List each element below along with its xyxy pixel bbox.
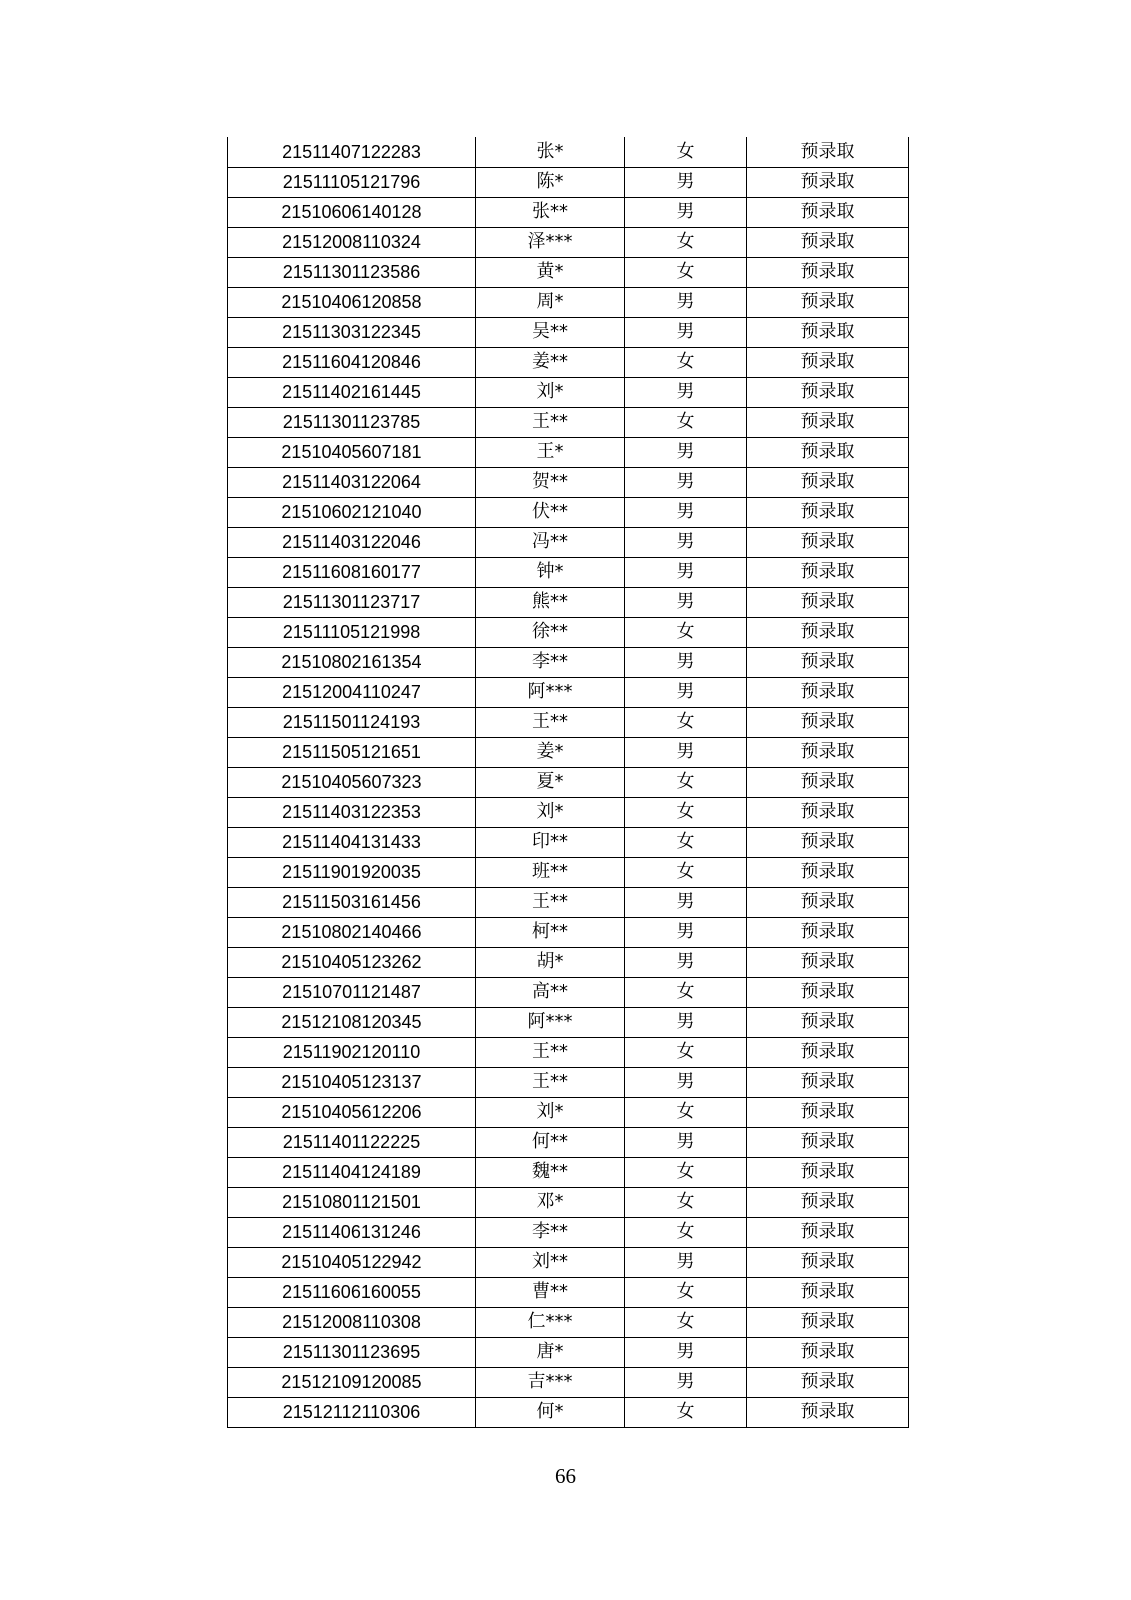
candidate-name-cell: 冯** bbox=[476, 527, 625, 557]
candidate-id-cell: 21511301123785 bbox=[228, 407, 476, 437]
candidate-name-cell: 王** bbox=[476, 887, 625, 917]
candidate-name-cell: 李** bbox=[476, 647, 625, 677]
candidate-name-cell: 班** bbox=[476, 857, 625, 887]
candidate-id-cell: 21511403122046 bbox=[228, 527, 476, 557]
candidate-name-cell: 曹** bbox=[476, 1277, 625, 1307]
candidate-name-cell: 何** bbox=[476, 1127, 625, 1157]
candidate-sex-cell: 女 bbox=[625, 1307, 747, 1337]
candidate-sex-cell: 男 bbox=[625, 317, 747, 347]
candidate-name-cell: 阿*** bbox=[476, 1007, 625, 1037]
candidate-sex-cell: 男 bbox=[625, 1337, 747, 1367]
candidate-id-cell: 21511301123695 bbox=[228, 1337, 476, 1367]
candidate-id-cell: 21511303122345 bbox=[228, 317, 476, 347]
candidate-name-cell: 黄* bbox=[476, 257, 625, 287]
admission-status-cell: 预录取 bbox=[747, 1217, 909, 1247]
candidate-id-cell: 21511407122283 bbox=[228, 137, 476, 167]
table-row bbox=[228, 617, 909, 647]
admission-status-cell: 预录取 bbox=[747, 827, 909, 857]
candidate-id-cell: 21510606140128 bbox=[228, 197, 476, 227]
candidate-id-cell: 21511608160177 bbox=[228, 557, 476, 587]
admission-status-cell: 预录取 bbox=[747, 347, 909, 377]
table-row bbox=[228, 1337, 909, 1367]
table-row bbox=[228, 407, 909, 437]
candidate-id-cell: 21511403122353 bbox=[228, 797, 476, 827]
candidate-id-cell: 21511505121651 bbox=[228, 737, 476, 767]
candidate-name-cell: 姜** bbox=[476, 347, 625, 377]
candidate-id-cell: 21511402161445 bbox=[228, 377, 476, 407]
table-row bbox=[228, 197, 909, 227]
table-row bbox=[228, 797, 909, 827]
admission-status-cell: 预录取 bbox=[747, 1067, 909, 1097]
candidate-sex-cell: 女 bbox=[625, 1157, 747, 1187]
admission-status-cell: 预录取 bbox=[747, 707, 909, 737]
candidate-id-cell: 21511902120110 bbox=[228, 1037, 476, 1067]
table-row bbox=[228, 227, 909, 257]
candidate-id-cell: 21511403122064 bbox=[228, 467, 476, 497]
table-row bbox=[228, 1007, 909, 1037]
candidate-sex-cell: 女 bbox=[625, 407, 747, 437]
candidate-sex-cell: 女 bbox=[625, 1397, 747, 1427]
candidate-sex-cell: 男 bbox=[625, 917, 747, 947]
candidate-id-cell: 21510405123262 bbox=[228, 947, 476, 977]
candidate-id-cell: 21510802161354 bbox=[228, 647, 476, 677]
candidate-sex-cell: 女 bbox=[625, 767, 747, 797]
candidate-sex-cell: 女 bbox=[625, 257, 747, 287]
candidate-sex-cell: 女 bbox=[625, 617, 747, 647]
admission-status-cell: 预录取 bbox=[747, 1187, 909, 1217]
candidate-name-cell: 何* bbox=[476, 1397, 625, 1427]
table-row bbox=[228, 467, 909, 497]
candidate-sex-cell: 男 bbox=[625, 1367, 747, 1397]
admission-status-cell: 预录取 bbox=[747, 557, 909, 587]
table-row bbox=[228, 827, 909, 857]
candidate-sex-cell: 男 bbox=[625, 1007, 747, 1037]
candidate-id-cell: 21512109120085 bbox=[228, 1367, 476, 1397]
candidate-id-cell: 21511404124189 bbox=[228, 1157, 476, 1187]
admission-status-cell: 预录取 bbox=[747, 617, 909, 647]
admission-status-cell: 预录取 bbox=[747, 407, 909, 437]
candidate-sex-cell: 女 bbox=[625, 1097, 747, 1127]
table-row bbox=[228, 317, 909, 347]
candidate-sex-cell: 女 bbox=[625, 1187, 747, 1217]
table-row bbox=[228, 1187, 909, 1217]
table-row bbox=[228, 1097, 909, 1127]
candidate-name-cell: 泽*** bbox=[476, 227, 625, 257]
admission-status-cell: 预录取 bbox=[747, 167, 909, 197]
candidate-id-cell: 21510802140466 bbox=[228, 917, 476, 947]
candidate-id-cell: 21510801121501 bbox=[228, 1187, 476, 1217]
candidate-name-cell: 王* bbox=[476, 437, 625, 467]
candidate-id-cell: 21511105121998 bbox=[228, 617, 476, 647]
candidate-id-cell: 21510405123137 bbox=[228, 1067, 476, 1097]
admission-status-cell: 预录取 bbox=[747, 1247, 909, 1277]
candidate-sex-cell: 男 bbox=[625, 497, 747, 527]
candidate-name-cell: 贺** bbox=[476, 467, 625, 497]
admission-status-cell: 预录取 bbox=[747, 257, 909, 287]
candidate-name-cell: 陈* bbox=[476, 167, 625, 197]
table-row bbox=[228, 977, 909, 1007]
candidate-sex-cell: 男 bbox=[625, 437, 747, 467]
candidate-sex-cell: 男 bbox=[625, 1247, 747, 1277]
candidate-sex-cell: 女 bbox=[625, 1217, 747, 1247]
admission-status-cell: 预录取 bbox=[747, 227, 909, 257]
table-row bbox=[228, 947, 909, 977]
admission-status-cell: 预录取 bbox=[747, 1127, 909, 1157]
candidate-id-cell: 21511501124193 bbox=[228, 707, 476, 737]
admission-status-cell: 预录取 bbox=[747, 137, 909, 167]
candidate-sex-cell: 女 bbox=[625, 797, 747, 827]
candidate-name-cell: 吴** bbox=[476, 317, 625, 347]
table-row bbox=[228, 887, 909, 917]
admission-status-cell: 预录取 bbox=[747, 947, 909, 977]
table-row bbox=[228, 1037, 909, 1067]
candidate-sex-cell: 女 bbox=[625, 1277, 747, 1307]
candidate-sex-cell: 男 bbox=[625, 677, 747, 707]
candidate-name-cell: 王** bbox=[476, 707, 625, 737]
candidate-name-cell: 张* bbox=[476, 137, 625, 167]
candidate-name-cell: 徐** bbox=[476, 617, 625, 647]
candidate-sex-cell: 女 bbox=[625, 707, 747, 737]
table-row bbox=[228, 1247, 909, 1277]
candidate-name-cell: 夏* bbox=[476, 767, 625, 797]
table-row bbox=[228, 1127, 909, 1157]
candidate-sex-cell: 女 bbox=[625, 857, 747, 887]
table-row bbox=[228, 347, 909, 377]
table-row bbox=[228, 437, 909, 467]
table-row bbox=[228, 377, 909, 407]
candidate-sex-cell: 女 bbox=[625, 1037, 747, 1067]
admission-status-cell: 预录取 bbox=[747, 437, 909, 467]
page-number: 66 bbox=[555, 1464, 576, 1488]
table-row bbox=[228, 587, 909, 617]
candidate-name-cell: 柯** bbox=[476, 917, 625, 947]
results-table-body bbox=[228, 137, 909, 1427]
candidate-sex-cell: 女 bbox=[625, 137, 747, 167]
candidate-id-cell: 21510405122942 bbox=[228, 1247, 476, 1277]
table-row bbox=[228, 857, 909, 887]
candidate-id-cell: 21511301123717 bbox=[228, 587, 476, 617]
candidate-name-cell: 王** bbox=[476, 1037, 625, 1067]
admission-status-cell: 预录取 bbox=[747, 377, 909, 407]
candidate-name-cell: 印** bbox=[476, 827, 625, 857]
table-row bbox=[228, 917, 909, 947]
candidate-sex-cell: 男 bbox=[625, 467, 747, 497]
candidate-id-cell: 21512108120345 bbox=[228, 1007, 476, 1037]
candidate-sex-cell: 男 bbox=[625, 197, 747, 227]
candidate-name-cell: 姜* bbox=[476, 737, 625, 767]
table-row bbox=[228, 1367, 909, 1397]
candidate-sex-cell: 男 bbox=[625, 1127, 747, 1157]
admission-status-cell: 预录取 bbox=[747, 1307, 909, 1337]
table-row bbox=[228, 1217, 909, 1247]
admission-status-cell: 预录取 bbox=[747, 737, 909, 767]
candidate-id-cell: 21511404131433 bbox=[228, 827, 476, 857]
candidate-sex-cell: 女 bbox=[625, 347, 747, 377]
table-row bbox=[228, 557, 909, 587]
admission-status-cell: 预录取 bbox=[747, 497, 909, 527]
admission-status-cell: 预录取 bbox=[747, 917, 909, 947]
admission-status-cell: 预录取 bbox=[747, 887, 909, 917]
table-row bbox=[228, 257, 909, 287]
candidate-sex-cell: 男 bbox=[625, 887, 747, 917]
candidate-sex-cell: 男 bbox=[625, 647, 747, 677]
admission-status-cell: 预录取 bbox=[747, 317, 909, 347]
candidate-id-cell: 21511401122225 bbox=[228, 1127, 476, 1157]
admission-status-cell: 预录取 bbox=[747, 647, 909, 677]
table-row bbox=[228, 647, 909, 677]
candidate-name-cell: 李** bbox=[476, 1217, 625, 1247]
candidate-sex-cell: 男 bbox=[625, 587, 747, 617]
candidate-id-cell: 21511406131246 bbox=[228, 1217, 476, 1247]
candidate-name-cell: 仁*** bbox=[476, 1307, 625, 1337]
candidate-sex-cell: 男 bbox=[625, 947, 747, 977]
table-row bbox=[228, 767, 909, 797]
candidate-id-cell: 21512004110247 bbox=[228, 677, 476, 707]
admission-status-cell: 预录取 bbox=[747, 1277, 909, 1307]
candidate-name-cell: 胡* bbox=[476, 947, 625, 977]
admission-status-cell: 预录取 bbox=[747, 587, 909, 617]
candidate-name-cell: 高** bbox=[476, 977, 625, 1007]
candidate-id-cell: 21511901920035 bbox=[228, 857, 476, 887]
candidate-sex-cell: 男 bbox=[625, 737, 747, 767]
candidate-name-cell: 刘* bbox=[476, 1097, 625, 1127]
candidate-name-cell: 邓* bbox=[476, 1187, 625, 1217]
candidate-name-cell: 刘* bbox=[476, 377, 625, 407]
candidate-name-cell: 吉*** bbox=[476, 1367, 625, 1397]
candidate-id-cell: 21510602121040 bbox=[228, 497, 476, 527]
table-row bbox=[228, 527, 909, 557]
candidate-id-cell: 21512008110308 bbox=[228, 1307, 476, 1337]
table-row bbox=[228, 287, 909, 317]
table-row bbox=[228, 1307, 909, 1337]
admission-status-cell: 预录取 bbox=[747, 1397, 909, 1427]
admission-status-cell: 预录取 bbox=[747, 1007, 909, 1037]
candidate-name-cell: 王** bbox=[476, 1067, 625, 1097]
table-row bbox=[228, 1277, 909, 1307]
candidate-name-cell: 刘** bbox=[476, 1247, 625, 1277]
table-row bbox=[228, 137, 909, 167]
candidate-name-cell: 王** bbox=[476, 407, 625, 437]
candidate-name-cell: 张** bbox=[476, 197, 625, 227]
candidate-id-cell: 21511503161456 bbox=[228, 887, 476, 917]
candidate-sex-cell: 男 bbox=[625, 377, 747, 407]
admission-results-table bbox=[227, 137, 909, 1428]
candidate-sex-cell: 男 bbox=[625, 167, 747, 197]
candidate-id-cell: 21511606160055 bbox=[228, 1277, 476, 1307]
candidate-id-cell: 21512112110306 bbox=[228, 1397, 476, 1427]
admission-status-cell: 预录取 bbox=[747, 1157, 909, 1187]
table-row bbox=[228, 737, 909, 767]
admission-status-cell: 预录取 bbox=[747, 1037, 909, 1067]
candidate-id-cell: 21510701121487 bbox=[228, 977, 476, 1007]
candidate-id-cell: 21510406120858 bbox=[228, 287, 476, 317]
candidate-name-cell: 刘* bbox=[476, 797, 625, 827]
candidate-sex-cell: 男 bbox=[625, 1067, 747, 1097]
table-row bbox=[228, 1067, 909, 1097]
admission-status-cell: 预录取 bbox=[747, 977, 909, 1007]
admission-status-cell: 预录取 bbox=[747, 197, 909, 227]
candidate-sex-cell: 男 bbox=[625, 557, 747, 587]
table-row bbox=[228, 167, 909, 197]
candidate-id-cell: 21510405612206 bbox=[228, 1097, 476, 1127]
candidate-id-cell: 21510405607323 bbox=[228, 767, 476, 797]
admission-status-cell: 预录取 bbox=[747, 1337, 909, 1367]
candidate-name-cell: 伏** bbox=[476, 497, 625, 527]
candidate-name-cell: 钟* bbox=[476, 557, 625, 587]
candidate-id-cell: 21512008110324 bbox=[228, 227, 476, 257]
candidate-name-cell: 熊** bbox=[476, 587, 625, 617]
candidate-sex-cell: 女 bbox=[625, 827, 747, 857]
candidate-id-cell: 21511604120846 bbox=[228, 347, 476, 377]
admission-status-cell: 预录取 bbox=[747, 857, 909, 887]
table-row bbox=[228, 677, 909, 707]
table-row bbox=[228, 1157, 909, 1187]
candidate-name-cell: 阿*** bbox=[476, 677, 625, 707]
candidate-name-cell: 周* bbox=[476, 287, 625, 317]
admission-status-cell: 预录取 bbox=[747, 287, 909, 317]
admission-status-cell: 预录取 bbox=[747, 1367, 909, 1397]
candidate-sex-cell: 女 bbox=[625, 227, 747, 257]
candidate-name-cell: 唐* bbox=[476, 1337, 625, 1367]
admission-status-cell: 预录取 bbox=[747, 467, 909, 497]
table-row bbox=[228, 1397, 909, 1427]
admission-status-cell: 预录取 bbox=[747, 767, 909, 797]
admission-status-cell: 预录取 bbox=[747, 677, 909, 707]
table-row bbox=[228, 707, 909, 737]
candidate-id-cell: 21510405607181 bbox=[228, 437, 476, 467]
candidate-id-cell: 21511105121796 bbox=[228, 167, 476, 197]
candidate-sex-cell: 男 bbox=[625, 287, 747, 317]
admission-status-cell: 预录取 bbox=[747, 797, 909, 827]
candidate-sex-cell: 男 bbox=[625, 527, 747, 557]
candidate-name-cell: 魏** bbox=[476, 1157, 625, 1187]
admission-status-cell: 预录取 bbox=[747, 527, 909, 557]
table-row bbox=[228, 497, 909, 527]
admission-status-cell: 预录取 bbox=[747, 1097, 909, 1127]
candidate-id-cell: 21511301123586 bbox=[228, 257, 476, 287]
candidate-sex-cell: 女 bbox=[625, 977, 747, 1007]
